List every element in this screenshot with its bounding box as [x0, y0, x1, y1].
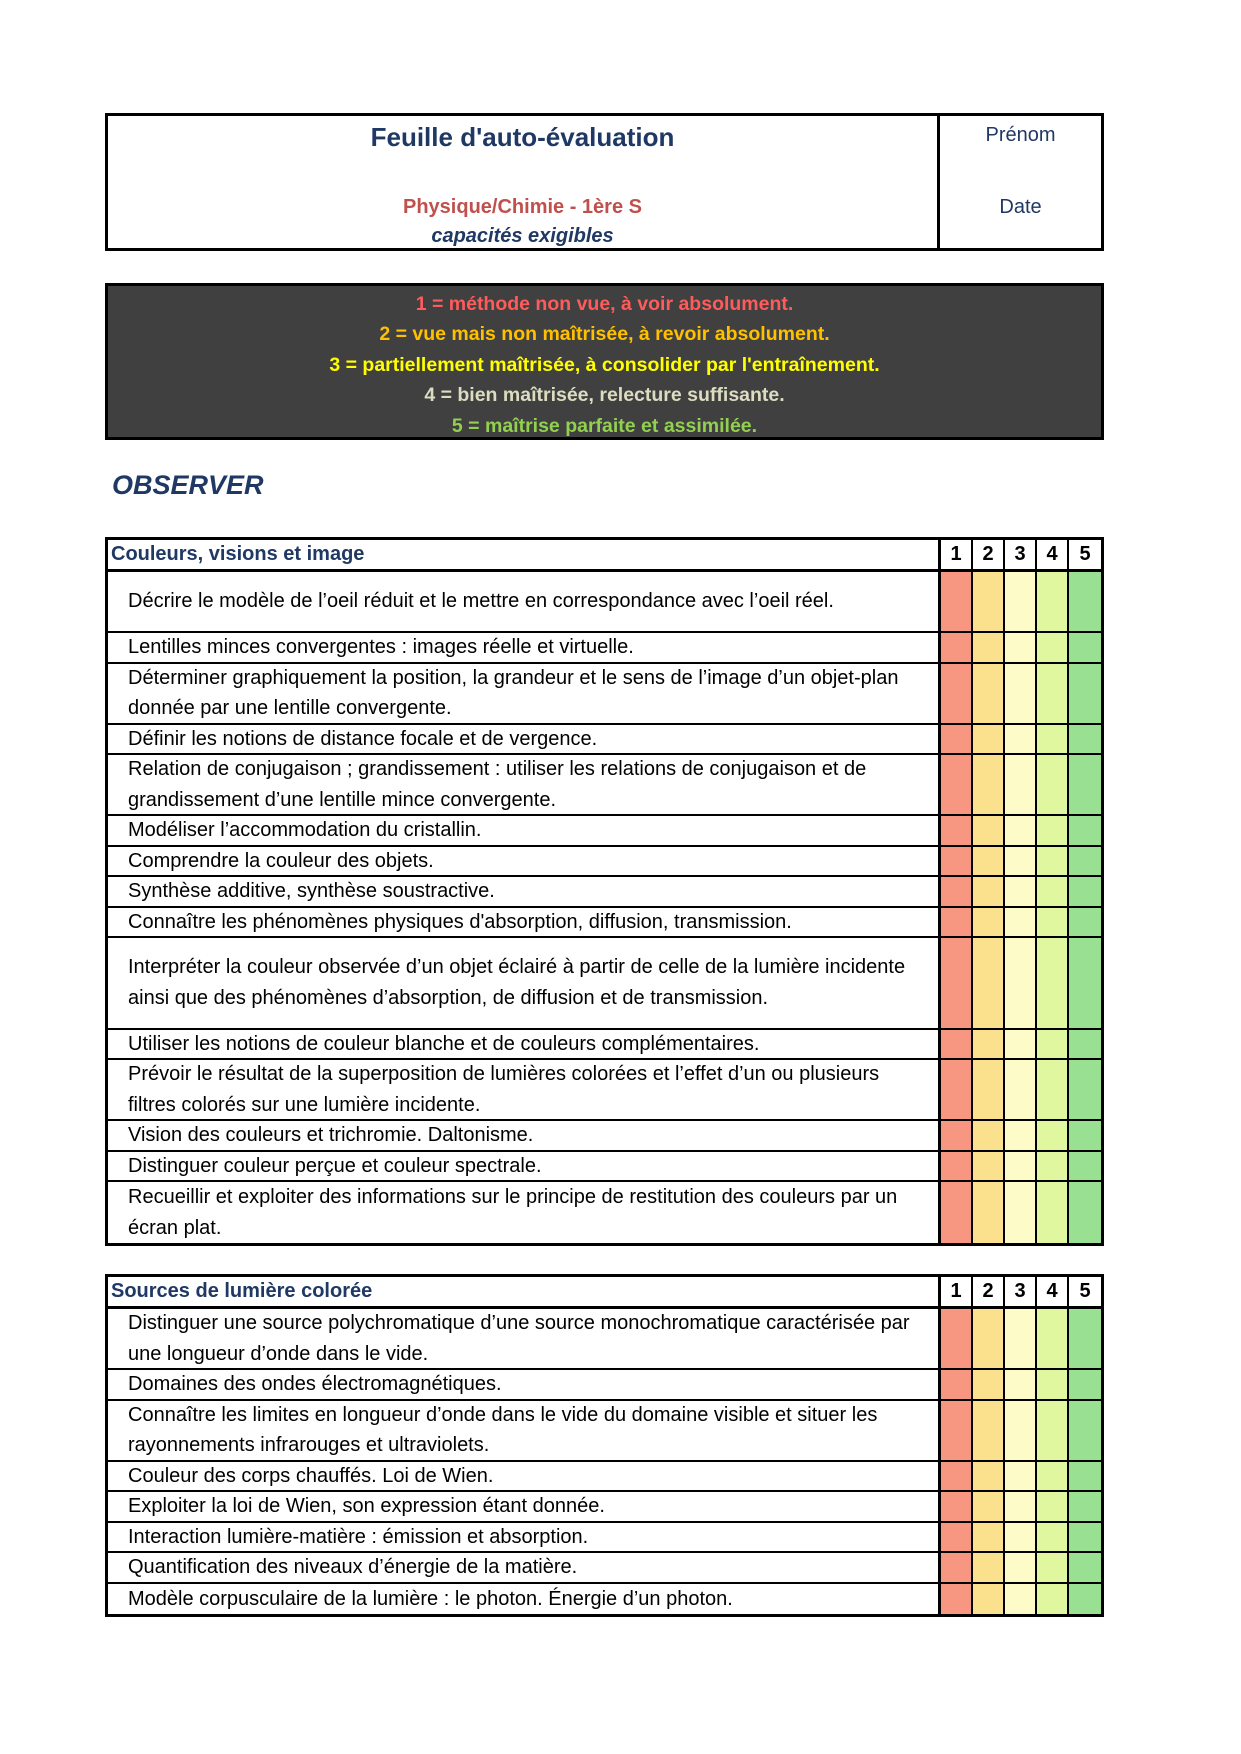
rating-cell-5[interactable]	[1069, 755, 1101, 814]
table-row	[108, 1309, 1101, 1370]
rating-cell-4[interactable]	[1037, 1152, 1069, 1181]
table-row	[108, 1553, 1101, 1584]
rating-cell-5[interactable]	[1069, 1584, 1101, 1615]
rating-cell-3[interactable]	[1005, 1152, 1037, 1181]
rating-cell-2[interactable]	[973, 1492, 1005, 1521]
rating-cell-4[interactable]	[1037, 1030, 1069, 1059]
skill-text: Relation de conjugaison ; grandissement : utiliser les relations de conjugaison et de grandissement d’une lentille mince convergente.	[108, 755, 941, 814]
rating-cell-5[interactable]	[1069, 633, 1101, 662]
skill-text: Quantification des niveaux d’énergie de la matière.	[108, 1553, 941, 1582]
legend-item: 1 = méthode non vue, à voir absolument.	[415, 293, 794, 315]
rating-cell-1[interactable]	[941, 572, 973, 631]
skill-text: Interpréter la couleur observée d’un objet éclairé à partir de celle de la lumière incidente ainsi que des phénomènes d’absorption, de diffusion et de transmission.	[108, 938, 941, 1028]
rating-cell-2[interactable]	[973, 938, 1005, 1028]
rating-cell-5[interactable]	[1069, 1492, 1101, 1521]
rating-cell-5[interactable]	[1069, 816, 1101, 845]
skill-text: Synthèse additive, synthèse soustractive.	[108, 877, 941, 906]
table-row	[108, 1523, 1101, 1554]
table-row	[108, 1121, 1101, 1152]
table-row	[108, 938, 1101, 1030]
rating-cell-5[interactable]	[1069, 1462, 1101, 1491]
table-header	[108, 540, 1101, 572]
rating-cell-5[interactable]	[1069, 664, 1101, 723]
rating-cell-4[interactable]	[1037, 1370, 1069, 1399]
level-header-2: 2	[973, 1277, 1005, 1306]
rating-cell-2[interactable]	[973, 1060, 1005, 1119]
skill-text: Couleur des corps chauffés. Loi de Wien.	[108, 1462, 941, 1491]
rating-cell-2[interactable]	[973, 633, 1005, 662]
rating-cell-2[interactable]	[973, 1401, 1005, 1460]
skill-text: Modéliser l’accommodation du cristallin.	[108, 816, 941, 845]
rating-cell-4[interactable]	[1037, 1584, 1069, 1615]
rating-cell-3[interactable]	[1005, 725, 1037, 754]
rating-cell-3[interactable]	[1005, 908, 1037, 937]
table-row	[108, 908, 1101, 939]
table-row	[108, 633, 1101, 664]
rating-cell-2[interactable]	[973, 847, 1005, 876]
rating-cell-4[interactable]	[1037, 1182, 1069, 1243]
table-row	[108, 1370, 1101, 1401]
rating-cell-3[interactable]	[1005, 1060, 1037, 1119]
table-row	[108, 1462, 1101, 1493]
rating-cell-4[interactable]	[1037, 1492, 1069, 1521]
skill-text: Utiliser les notions de couleur blanche et de couleurs complémentaires.	[108, 1030, 941, 1059]
rating-cell-3[interactable]	[1005, 847, 1037, 876]
rating-cell-1[interactable]	[941, 1401, 973, 1460]
level-header-3: 3	[1005, 540, 1037, 569]
rating-cell-3[interactable]	[1005, 816, 1037, 845]
rating-cell-2[interactable]	[973, 1462, 1005, 1491]
rating-cell-1[interactable]	[941, 725, 973, 754]
table-row	[108, 725, 1101, 756]
document-subject: Physique/Chimie - 1ère S	[403, 196, 642, 218]
rating-cell-5[interactable]	[1069, 847, 1101, 876]
rating-cell-1[interactable]	[941, 1060, 973, 1119]
table-row	[108, 877, 1101, 908]
rating-cell-3[interactable]	[1005, 664, 1037, 723]
legend-item: 2 = vue mais non maîtrisée, à revoir absolument.	[379, 323, 830, 346]
rating-cell-5[interactable]	[1069, 1401, 1101, 1460]
rating-cell-5[interactable]	[1069, 1523, 1101, 1552]
header-box	[105, 113, 1104, 251]
rating-cell-4[interactable]	[1037, 847, 1069, 876]
rating-cell-5[interactable]	[1069, 877, 1101, 906]
rating-cell-1[interactable]	[941, 908, 973, 937]
rating-cell-5[interactable]	[1069, 1060, 1101, 1119]
skill-text: Connaître les limites en longueur d’onde dans le vide du domaine visible et situer les rayonnements infrarouges et ultraviolets.	[108, 1401, 941, 1460]
rating-cell-3[interactable]	[1005, 1492, 1037, 1521]
skill-text: Modèle corpusculaire de la lumière : le photon. Énergie d’un photon.	[108, 1584, 941, 1615]
table-row	[108, 1182, 1101, 1243]
rating-cell-5[interactable]	[1069, 1121, 1101, 1150]
rating-cell-1[interactable]	[941, 816, 973, 845]
rating-cell-1[interactable]	[941, 1462, 973, 1491]
rating-cell-4[interactable]	[1037, 816, 1069, 845]
document-title: Feuille d'auto-évaluation	[370, 122, 675, 152]
skill-text: Lentilles minces convergentes : images réelle et virtuelle.	[108, 633, 941, 662]
rating-cell-1[interactable]	[941, 1584, 973, 1615]
rating-cell-5[interactable]	[1069, 938, 1101, 1028]
skill-text: Interaction lumière-matière : émission et absorption.	[108, 1523, 941, 1552]
rating-cell-3[interactable]	[1005, 1584, 1037, 1615]
skill-text: Distinguer une source polychromatique d’une source monochromatique caractérisée par une longueur d’onde dans le vide.	[108, 1309, 941, 1368]
level-header-2: 2	[973, 540, 1005, 569]
rating-cell-1[interactable]	[941, 877, 973, 906]
rating-cell-4[interactable]	[1037, 938, 1069, 1028]
skill-text: Prévoir le résultat de la superposition de lumières colorées et l’effet d’un ou plusieurs filtres colorés sur une lumière incidente.	[108, 1060, 941, 1119]
rating-cell-2[interactable]	[973, 1523, 1005, 1552]
rating-cell-2[interactable]	[973, 816, 1005, 845]
header-title-cell	[108, 116, 940, 248]
rating-cell-1[interactable]	[941, 1370, 973, 1399]
rating-cell-4[interactable]	[1037, 1462, 1069, 1491]
rating-cell-2[interactable]	[973, 1309, 1005, 1368]
rating-cell-3[interactable]	[1005, 1462, 1037, 1491]
rating-cell-5[interactable]	[1069, 1152, 1101, 1181]
rating-cell-1[interactable]	[941, 755, 973, 814]
rating-cell-2[interactable]	[973, 725, 1005, 754]
rating-cell-2[interactable]	[973, 1030, 1005, 1059]
rating-cell-5[interactable]	[1069, 908, 1101, 937]
table-row	[108, 1030, 1101, 1061]
rating-cell-1[interactable]	[941, 1030, 973, 1059]
level-header-3: 3	[1005, 1277, 1037, 1306]
table-row	[108, 847, 1101, 878]
skill-text: Comprendre la couleur des objets.	[108, 847, 941, 876]
section-heading: OBSERVER	[112, 470, 264, 500]
rating-cell-1[interactable]	[941, 1182, 973, 1243]
rating-cell-3[interactable]	[1005, 755, 1037, 814]
table-row	[108, 1584, 1101, 1615]
rating-cell-5[interactable]	[1069, 1370, 1101, 1399]
rating-cell-3[interactable]	[1005, 1121, 1037, 1150]
table-title: Sources de lumière colorée	[108, 1277, 941, 1306]
rating-cell-5[interactable]	[1069, 725, 1101, 754]
rating-cell-3[interactable]	[1005, 877, 1037, 906]
rating-cell-2[interactable]	[973, 908, 1005, 937]
rating-cell-4[interactable]	[1037, 1121, 1069, 1150]
rating-cell-3[interactable]	[1005, 938, 1037, 1028]
rating-cell-3[interactable]	[1005, 1182, 1037, 1243]
rating-cell-2[interactable]	[973, 572, 1005, 631]
prenom-label: Prénom	[985, 124, 1056, 146]
rating-cell-2[interactable]	[973, 1152, 1005, 1181]
rating-cell-4[interactable]	[1037, 664, 1069, 723]
rating-cell-3[interactable]	[1005, 572, 1037, 631]
table-row	[108, 755, 1101, 816]
rating-cell-2[interactable]	[973, 1584, 1005, 1615]
level-header-1: 1	[941, 1277, 973, 1306]
table-title: Couleurs, visions et image	[108, 540, 941, 569]
rating-cell-4[interactable]	[1037, 755, 1069, 814]
rating-cell-3[interactable]	[1005, 1553, 1037, 1582]
legend-item: 5 = maîtrise parfaite et assimilée.	[451, 414, 758, 437]
rating-cell-5[interactable]	[1069, 572, 1101, 631]
skills-table-sources	[105, 1274, 1104, 1617]
table-row	[108, 1401, 1101, 1462]
rating-cell-4[interactable]	[1037, 633, 1069, 662]
skill-text: Recueillir et exploiter des informations sur le principe de restitution des couleurs par un écran plat.	[108, 1182, 941, 1243]
rating-cell-2[interactable]	[973, 1370, 1005, 1399]
table-header	[108, 1277, 1101, 1309]
rating-cell-2[interactable]	[973, 877, 1005, 906]
skill-text: Connaître les phénomènes physiques d'absorption, diffusion, transmission.	[108, 908, 941, 937]
level-header-5: 5	[1079, 1280, 1091, 1302]
level-header-4: 4	[1037, 1277, 1069, 1306]
rating-cell-2[interactable]	[973, 1121, 1005, 1150]
table-row	[108, 1152, 1101, 1183]
rating-cell-1[interactable]	[941, 633, 973, 662]
legend-item: 4 = bien maîtrisée, relecture suffisante.	[424, 384, 785, 407]
rating-cell-5[interactable]	[1069, 1182, 1101, 1243]
rating-cell-1[interactable]	[941, 1309, 973, 1368]
skill-text: Exploiter la loi de Wien, son expression étant donnée.	[108, 1492, 941, 1521]
rating-cell-1[interactable]	[941, 847, 973, 876]
rating-cell-1[interactable]	[941, 1121, 973, 1150]
legend-box	[105, 283, 1104, 440]
rating-cell-4[interactable]	[1037, 1401, 1069, 1460]
rating-cell-2[interactable]	[973, 664, 1005, 723]
rating-cell-3[interactable]	[1005, 1030, 1037, 1059]
legend-item: 3 = partiellement maîtrisée, à consolider par l'entraînement.	[329, 353, 880, 376]
skill-text: Définir les notions de distance focale et de vergence.	[108, 725, 941, 754]
rating-cell-2[interactable]	[973, 755, 1005, 814]
rating-cell-5[interactable]	[1069, 1553, 1101, 1582]
rating-cell-1[interactable]	[941, 664, 973, 723]
rating-cell-5[interactable]	[1069, 1309, 1101, 1368]
rating-cell-1[interactable]	[941, 1553, 973, 1582]
rating-cell-5[interactable]	[1069, 1030, 1101, 1059]
rating-cell-1[interactable]	[941, 1492, 973, 1521]
rating-cell-3[interactable]	[1005, 1523, 1037, 1552]
level-header-5: 5	[1079, 543, 1091, 565]
rating-cell-4[interactable]	[1037, 1309, 1069, 1368]
table-row	[108, 1492, 1101, 1523]
skill-text: Distinguer couleur perçue et couleur spectrale.	[108, 1152, 941, 1181]
rating-cell-1[interactable]	[941, 1152, 973, 1181]
skill-text: Vision des couleurs et trichromie. Daltonisme.	[108, 1121, 941, 1150]
rating-cell-3[interactable]	[1005, 633, 1037, 662]
rating-cell-4[interactable]	[1037, 1523, 1069, 1552]
document-subtitle: capacités exigibles	[431, 225, 614, 247]
table-row	[108, 1060, 1101, 1121]
rating-cell-4[interactable]	[1037, 1060, 1069, 1119]
rating-cell-4[interactable]	[1037, 877, 1069, 906]
table-row	[108, 572, 1101, 633]
header-info-cell	[940, 116, 1101, 248]
table-row	[108, 816, 1101, 847]
level-header-1: 1	[941, 540, 973, 569]
rating-cell-4[interactable]	[1037, 572, 1069, 631]
date-label: Date	[999, 196, 1042, 218]
rating-cell-3[interactable]	[1005, 1370, 1037, 1399]
skill-text: Domaines des ondes électromagnétiques.	[108, 1370, 941, 1399]
rating-cell-2[interactable]	[973, 1553, 1005, 1582]
rating-cell-1[interactable]	[941, 1523, 973, 1552]
skill-text: Décrire le modèle de l’oeil réduit et le mettre en correspondance avec l’oeil réel.	[108, 572, 941, 631]
rating-cell-4[interactable]	[1037, 1553, 1069, 1582]
skills-table-couleurs	[105, 537, 1104, 1246]
rating-cell-2[interactable]	[973, 1182, 1005, 1243]
rating-cell-1[interactable]	[941, 938, 973, 1028]
rating-cell-3[interactable]	[1005, 1309, 1037, 1368]
table-row	[108, 664, 1101, 725]
rating-cell-4[interactable]	[1037, 725, 1069, 754]
rating-cell-4[interactable]	[1037, 908, 1069, 937]
rating-cell-3[interactable]	[1005, 1401, 1037, 1460]
level-header-4: 4	[1037, 540, 1069, 569]
skill-text: Déterminer graphiquement la position, la grandeur et le sens de l’image d’un objet-plan donnée par une lentille convergente.	[108, 664, 941, 723]
